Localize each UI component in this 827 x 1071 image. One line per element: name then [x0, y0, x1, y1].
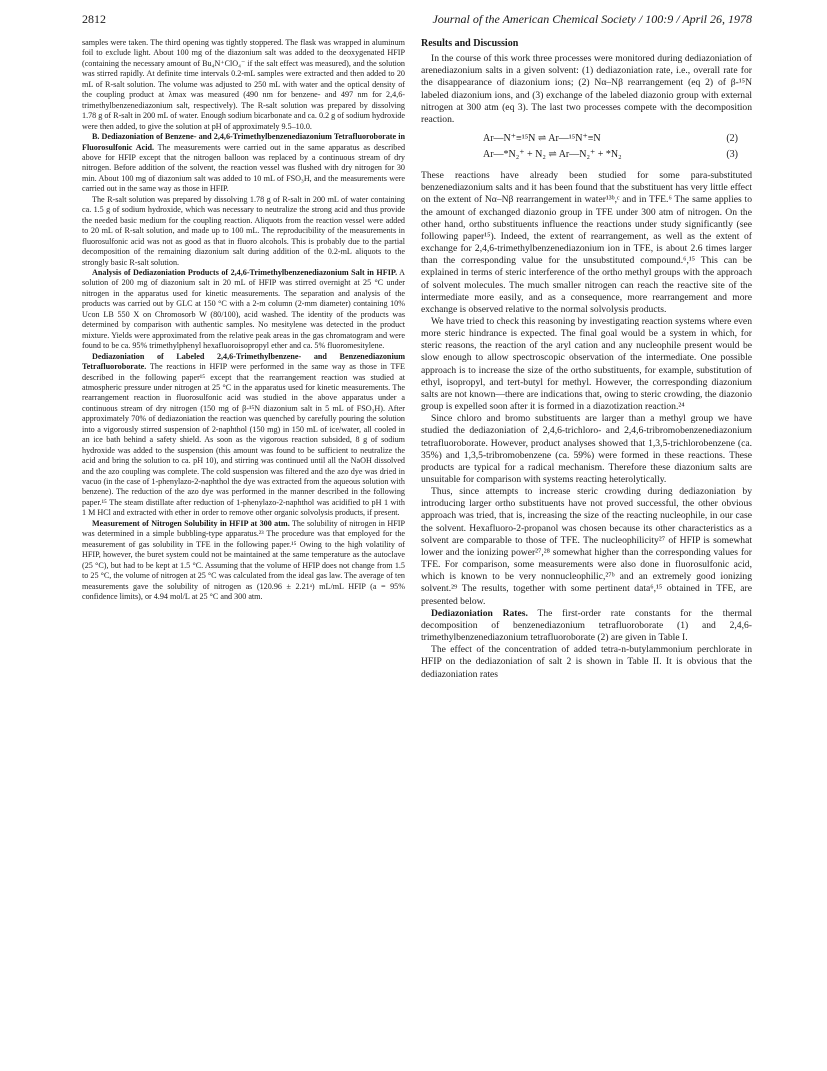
subsection-heading: B. Dediazoniation of Benzene- and 2,4,6-Trimethylbenzenediazonium Tetrafluoroborate in Fluorosulfonic Acid. — [82, 132, 405, 152]
subsection-heading: Analysis of Dediazoniation Products of 2,4,6-Trimethylbenzenediazonium Salt in HFIP. — [92, 267, 398, 277]
paragraph-product-analysis — [82, 268, 405, 352]
paragraph-dediazoniation-rates — [421, 608, 752, 644]
subsection-heading: Dediazoniation of Labeled 2,4,6-Trimethylbenzene- and Benzenediazonium Tetrafluoroborate. — [82, 351, 405, 372]
paragraph-salt-effect: The effect of the concentration of added tetra-n-butylammonium perchlorate in HFIP on the dediazoniation of salt 2 is shown in Table II. It is obvious that the dediazoniation rates — [421, 644, 752, 680]
paragraph-processes: In the course of this work three processes were monitored during dediazoniation of arenediazonium salts in a given solvent: (1) dediazoniation rate, i.e., overall rate for the disappearance of diazonium ions; (2) Nα–Nβ rearrangement (eq 2) of β-¹⁵N labeled diazonium ions, and (3) exchange of the labeled diazonio group with external nitrogen at 300 atm (eq 3). The last two processes compete with the decomposition reaction. — [421, 53, 752, 125]
running-header — [82, 12, 752, 30]
paragraph-halogen-substituents: Since chloro and bromo substituents are larger than a methyl group we have studied the dediazoniation of 2,4,6-trichloro- and 2,4,6-tribromobenzenediazonium tetrafluoroborate. However, product analyses showed that 1,3,5-trichlorobenzene (ca. 35%) and 1,3,5-tribromobenzene (ca. 59%) were formed in these reactions. These products are typical for a radical mechanism. Therefore these diazonium salts are unsuitable for comparison with systems reacting heterolytically. — [421, 413, 752, 485]
equation-number: (3) — [726, 149, 738, 161]
page-number: 2812 — [82, 12, 106, 26]
equation-formula: Ar—N⁺≡¹⁵N ⇌ Ar—¹⁵N⁺≡N — [483, 133, 601, 145]
paragraph-text: The solubility of nitrogen in HFIP was determined in a simple bubbling-type apparatus.²³ The procedure was that employed for the measurement of gas solubility in TFE in the following paper.¹⁵ Owing to the high volatility of HFIP, however, the buret system could not be maintained at the same temperature as the autoclave (25 °C), but had to be kept at 1.5 °C. Assuming that the volume of HFIP does not change from 1.5 to 25 °C, the volume of nitrogen at 25 °C was calculated from the ideal gas law. The average of ten measurements gave the solubility of nitrogen as (120.96 ± 2.21ᵃ) mL/mL HFIP (a = 95% confidence limits), or 4.94 mol/L at 25 °C and 300 atm. — [82, 518, 405, 602]
paragraph-text: The first-order rate constants for the thermal decomposition of benzenediazonium tetrafluoroborate (1) and 2,4,6-trimethylbenzenediazonium tetrafluoroborate (2) are given in Table I. — [421, 607, 752, 644]
paragraph-text: The reactions in HFIP were performed in the same way as those in TFE described in the following paper¹⁵ except that the rearrangement reaction was studied at atmospheric pressure under nitrogen at 25 °C in the apparatus used for kinetic measurements. The rearrangement reaction in fluorosulfonic acid was studied in the above apparatus under a continuous stream of dry nitrogen (150 mg of β-¹⁵N diazonium salt in 5 mL of FSO₃H). After approximately 70% of dediazoniation the reaction was quenched by carefully pouring the solution into a vigorously stirred suspension of 2-naphthol (150 mg) in 150 mL of ice/water, all cooled in an ice bath behind a safety shield. As soon as the vigorous reaction subsided, 8 g of sodium hydroxide was added to the suspension (this amount was found to be sufficient to neutralize the acid and bring the solution to ca. pH 10), and stirring was continued until all the NaOH dissolved and the azo coupling was complete. The cold suspension was filtered and the azo dye was dried in vacuo (in the case of 1-phenylazo-2-naphthol the dye was extracted from the aqueous solution with benzene). The reduction of the azo dye was performed in the manner described in the following paper.¹⁵ The steam distillate after reduction of 1-phenylazo-2-naphthol was acidified to pH 1 with 1 M HCl and extracted with ether in order to remove other organic solvolysis products, if present. — [82, 362, 405, 518]
equation-3 — [421, 148, 752, 162]
paragraph-labeled-dediazoniation — [82, 352, 405, 519]
paragraph-solvent-choice: Thus, since attempts to increase steric crowding during dediazoniation by introducing larger ortho substituents have not proved successful, the other obvious approach was tried, that is, increasing the size of the reacting nucleophile, in our case the solvent. Hexafluoro-2-propanol was chosen because its other characteristics as a solvent are comparable to those of TFE. The nucleophilicity²⁷ of HFIP is somewhat lower and the ionizing power²⁷,²⁸ somewhat higher than the corresponding values for TFE. For comparison, some measurements were also done in fluorosulfonic acid, which is known to be very nonnucleophilic,²⁷ᵇ and an extremely good ionizing solvent.²⁹ The results, together with some pertinent data⁶,¹⁵ obtained in TFE, are presented below. — [421, 486, 752, 607]
equation-2 — [421, 132, 752, 146]
subsection-heading: Measurement of Nitrogen Solubility in HFIP at 300 atm. — [92, 518, 290, 528]
equation-formula: Ar—*N₂⁺ + N₂ ⇌ Ar—N₂⁺ + *N₂ — [483, 149, 622, 161]
paragraph-nitrogen-solubility — [82, 519, 405, 603]
paragraph-fluorosulfonic-acid — [82, 132, 405, 195]
paragraph-prior-studies: These reactions have already been studied for some para-substituted benzenediazonium salts and it has been found that the substituent has very little effect on the extent of Nα–Nβ rearrangement in water¹³ᵇ,ᶜ and in TFE.⁶ The same applies to the amount of exchanged diazonio group in TFE under 300 atm of nitrogen. On the other hand, ortho substituents influence the reactions under study significantly (see following paper¹⁵). Indeed, the extent of rearrangement, as well as the extent of exchange for 2,4,6-trimethylbenzenediazonium ion in TFE, is about 2.6 times larger than the corresponding value for the unsubstituted compound.⁶,¹⁵ This can be explained in terms of steric interference of the ortho methyl groups with the approach of solvent molecules. The much smaller nitrogen can reach the reactive site of the intermediate more easily, and as a consequence, more rearrangement and more exchange is observed relative to the normal solvolysis products. — [421, 170, 752, 315]
paragraph-r-salt-solution: The R-salt solution was prepared by dissolving 1.78 g of R-salt in 200 mL of water containing ca. 1.5 g of sodium hydroxide, which was necessary to neutralize the strong acid and thus provide the needed basic medium for the coupling reaction. Aliquots from the reaction vessel were added to 20 mL of R-salt solution, and made up to 100 mL. The reproducibility of the measurements in fluorosulfonic acid was not as good as that in fluoro alcohols. This is probably due to the partial decomposition of the remaining diazonium salt during addition of the 0.2-mL aliquots to the strongly basic R-salt solution. — [82, 194, 405, 267]
paragraph-procedure-continued: samples were taken. The third opening was tightly stoppered. The flask was wrapped in aluminum foil to exclude light. About 100 mg of the diazonium salt was added to the deoxygenated HFIP (containing the necessary amount of Bu₄N⁺ClO₄⁻ if the salt effect was measured), and the solution was stirred rapidly. At definite time intervals 0.2-mL samples were extracted and then added to 20 mL of R-salt solution. The volume was adjusted to 250 mL with water and the optical density of the coupling product at λmax was measured (490 nm for benzene- and 497 nm for 2,4,6-trimethylbenzenediazonium salt, respectively). The R-salt solution was prepared by dissolving 1.78 g of R-salt in 200 mL of water. Enough sodium bicarbonate and ca. 0.2 g of sodium hydroxide were then added, to give the solution at pH of approximately 9.5–10.0. — [82, 38, 405, 131]
left-column — [82, 38, 405, 602]
paragraph-text: A solution of 200 mg of diazonium salt in 20 mL of HFIP was stirred overnight at 25 °C under nitrogen in the apparatus used for kinetic measurements. The separation and analysis of the products was carried out by GLC at 150 °C with a 2-m column (2-mm diameter) containing 10% Ucon LB 550 X on Chromosorb W (80/100), acid washed. The identity of the products was determined by comparison with authentic samples. No mesitylene was detected in the product mixture. Yields were approximated from the relative peak areas in the gas chromatogram and were found to be ca. 95% trimethylphenyl hexafluoroisopropyl ether and ca. 5% fluoromesitylene. — [82, 267, 405, 351]
right-column — [421, 38, 752, 681]
journal-citation: Journal of the American Chemical Society / 100:9 / April 26, 1978 — [432, 12, 752, 26]
paragraph-text: The measurements were carried out in the same apparatus as described above for HFIP except that the nitrogen balloon was replaced by a continuous stream of dry nitrogen. Before addition of the solvent, the reaction vessel was flushed with dry nitrogen for 30 min. About 100 mg of diazonium salt was added to 10 mL of FSO₃H, and the measurements were carried out in the same way as those in HFIP. — [82, 142, 406, 194]
section-title: Results and Discussion — [421, 38, 519, 49]
equation-number: (2) — [726, 133, 738, 145]
paragraph-steric-hindrance: We have tried to check this reasoning by investigating reaction systems where even more steric hindrance is expected. The final goal would be a system in which, for steric reasons, the reaction of the aryl cation and any nucleophile present would be slow enough to allow spectroscopic observation of the intermediate. One possible approach is to increase the size of the ortho substituents, for example, substitution of ethyl, isopropyl, and tert-butyl for methyl. However, the corresponding diazonium salts are not known—there are indications that, owing to steric crowding, the diazonio group is expelled soon after it is formed in a diazotization reaction.²⁴ — [421, 315, 752, 413]
subsection-heading: Dediazoniation Rates. — [431, 607, 528, 619]
